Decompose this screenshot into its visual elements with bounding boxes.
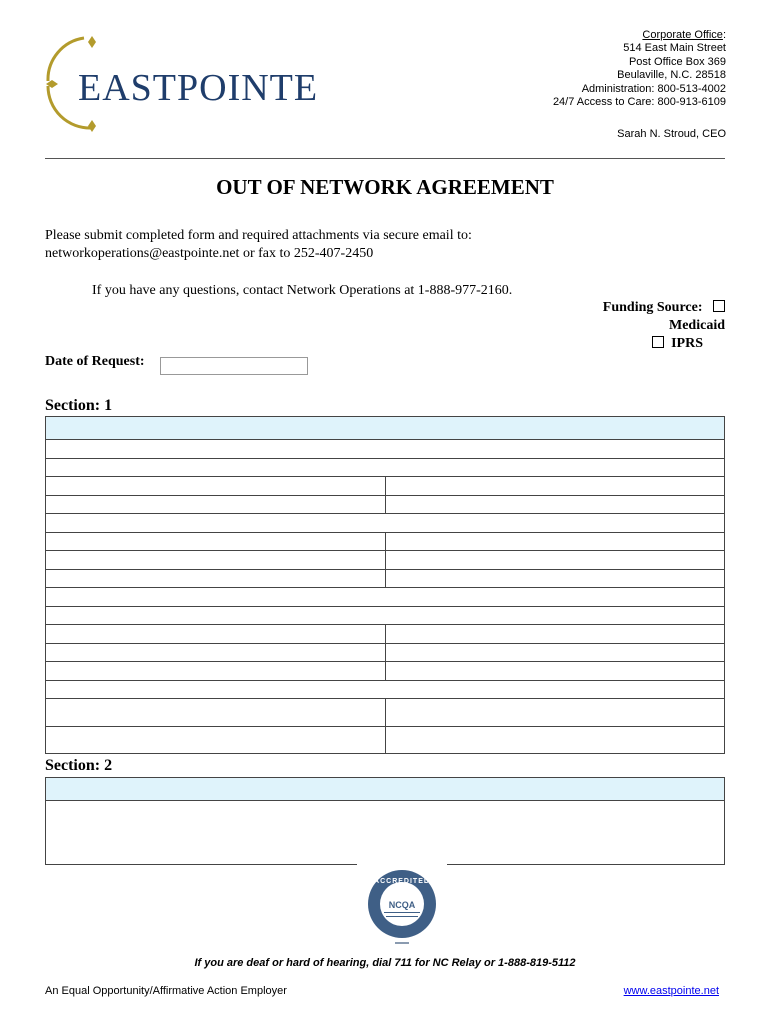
table-cell[interactable] xyxy=(46,496,386,513)
section-2-title: Section: 2 xyxy=(45,757,113,774)
table-cell[interactable] xyxy=(386,551,724,569)
relay-notice: If you are deaf or hard of hearing, dial 711 for NC Relay or 1-888-819-5112 xyxy=(194,957,576,969)
table-row xyxy=(46,607,724,625)
iprs-checkbox[interactable] xyxy=(652,336,664,348)
funding-option-medicaid: Medicaid xyxy=(669,318,725,333)
corporate-office-label: Corporate Office xyxy=(642,29,723,41)
table-row xyxy=(46,459,724,477)
table-row xyxy=(46,662,724,681)
table-cell[interactable] xyxy=(46,699,386,726)
table-cell[interactable] xyxy=(386,662,724,680)
eastpointe-logo xyxy=(46,36,346,132)
ncqa-accredited-seal xyxy=(357,860,447,952)
table-row xyxy=(46,496,724,514)
table-cell[interactable] xyxy=(46,477,386,495)
funding-option-iprs: IPRS xyxy=(671,336,703,351)
header-divider xyxy=(45,158,725,159)
table-cell[interactable] xyxy=(46,662,386,680)
table-row xyxy=(46,570,724,588)
medicaid-checkbox[interactable] xyxy=(713,300,725,312)
table-cell[interactable] xyxy=(46,440,724,458)
table-cell[interactable] xyxy=(46,417,724,439)
table-row xyxy=(46,681,724,699)
table-cell[interactable] xyxy=(386,496,724,513)
table-cell[interactable] xyxy=(386,477,724,495)
administration-phone: Administration: 800-513-4002 xyxy=(581,82,726,95)
equal-opportunity-statement: An Equal Opportunity/Affirmative Action Employer xyxy=(45,985,287,997)
table-row xyxy=(46,551,724,570)
address-line-1: 514 East Main Street xyxy=(623,42,726,55)
table-cell[interactable] xyxy=(386,533,724,550)
section-2-header-row xyxy=(46,778,724,801)
table-row xyxy=(46,625,724,644)
access-to-care-phone: 24/7 Access to Care: 800-913-6109 xyxy=(552,96,726,109)
instruction-line-2: networkoperations@eastpointe.net or fax to 252-407-2450 xyxy=(45,246,374,261)
corporate-office-block: Corporate Office: 514 East Main Street Post Office Box 369 Beulaville, N.C. 28518 Administration: 800-513-4002 24/7 Access to Care: 800-913-6109 xyxy=(552,29,726,109)
section-1-title: Section: 1 xyxy=(45,397,113,414)
seal-org-text: NCQA xyxy=(388,900,416,910)
ceo-name: Sarah N. Stroud, CEO xyxy=(617,128,726,140)
table-cell[interactable] xyxy=(46,727,386,753)
table-cell[interactable] xyxy=(46,459,724,476)
questions-contact: If you have any questions, contact Network Operations at 1-888-977-2160. xyxy=(92,283,513,298)
section-2-text-area[interactable] xyxy=(46,801,724,864)
address-line-3: Beulaville, N.C. 28518 xyxy=(617,69,726,82)
table-cell[interactable] xyxy=(46,551,386,569)
table-cell[interactable] xyxy=(386,625,724,643)
table-row xyxy=(46,440,724,459)
table-cell[interactable] xyxy=(46,588,724,606)
date-of-request-label: Date of Request: xyxy=(45,354,145,369)
table-cell[interactable] xyxy=(46,644,386,661)
table-cell[interactable] xyxy=(386,727,724,753)
table-cell[interactable] xyxy=(386,699,724,726)
table-row xyxy=(46,477,724,496)
funding-source-label: Funding Source: xyxy=(602,300,703,315)
table-cell[interactable] xyxy=(46,778,724,800)
table-row xyxy=(46,514,724,533)
table-cell[interactable] xyxy=(46,570,386,587)
table-row xyxy=(46,699,724,727)
instruction-line-1: Please submit completed form and required attachments via secure email to: xyxy=(45,228,472,243)
table-row xyxy=(46,588,724,607)
funding-source-block xyxy=(565,299,725,353)
form-title: OUT OF NETWORK AGREEMENT xyxy=(216,175,554,199)
address-line-2: Post Office Box 369 xyxy=(628,55,726,68)
table-cell[interactable] xyxy=(386,644,724,661)
date-of-request-input[interactable] xyxy=(160,357,308,375)
section-1-table xyxy=(45,416,725,754)
table-cell[interactable] xyxy=(46,625,386,643)
section-2-table xyxy=(45,777,725,865)
section-1-header-row xyxy=(46,417,724,440)
website-link[interactable]: www.eastpointe.net xyxy=(623,985,719,997)
logo-wordmark: EASTPOINTE xyxy=(78,67,319,109)
table-row xyxy=(46,801,724,864)
table-row xyxy=(46,727,724,753)
table-cell[interactable] xyxy=(46,514,724,532)
table-row xyxy=(46,644,724,662)
seal-accredited-text: ACCREDITED xyxy=(374,878,430,885)
table-cell[interactable] xyxy=(46,607,724,624)
table-row xyxy=(46,533,724,551)
table-cell[interactable] xyxy=(386,570,724,587)
table-cell[interactable] xyxy=(46,533,386,550)
table-cell[interactable] xyxy=(46,681,724,698)
